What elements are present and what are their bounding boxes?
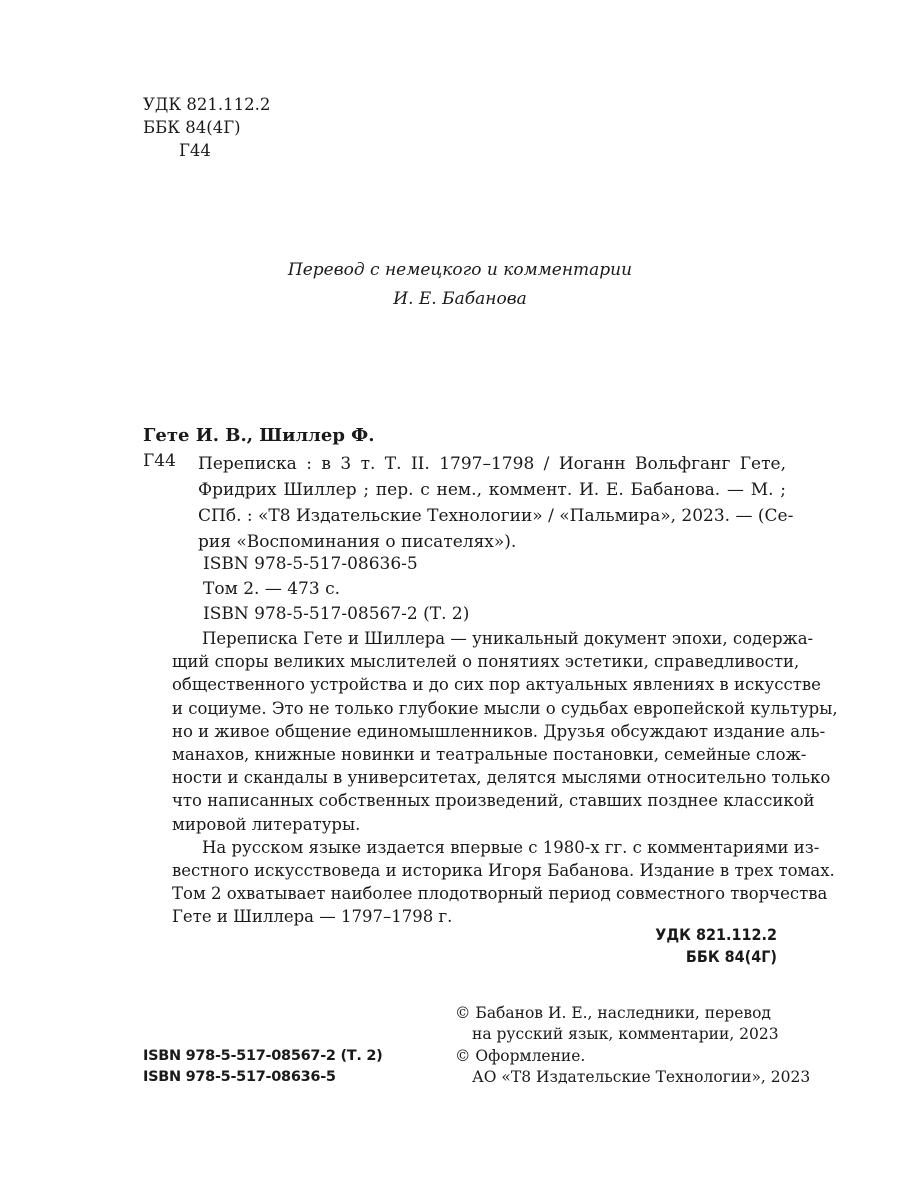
copyright-line: © Бабанов И. Е., наследники, перевод — [455, 1004, 771, 1022]
annotation-line: что написанных собственных произведений, ставших позднее классикой — [172, 791, 815, 811]
card-line: Фридрих Шиллер ; пер. с нем., коммент. И. Е. Бабанова. — М. ; — [198, 480, 786, 500]
isbn-bottom-line: ISBN 978-5-517-08567-2 (Т. 2) — [143, 1048, 383, 1064]
annotation-line: На русском языке издается впервые с 1980-х гг. с комментариями из- — [202, 837, 820, 857]
card-line: СПб. : «Т8 Издательские Технологии» / «Пальмира», 2023. — (Се- — [198, 506, 794, 526]
credit-line-1: Перевод с немецкого и комментарии — [287, 260, 633, 280]
annotation-line: щий споры великих мыслителей о понятиях эстетики, справедливости, — [172, 652, 800, 672]
annotation-line: общественного устройства и до сих пор актуальных явлениях в искусстве — [172, 675, 821, 695]
isbn-bottom-line: ISBN 978-5-517-08636-5 — [143, 1069, 336, 1085]
bibliographic-description — [198, 451, 794, 555]
annotation-line: мировой литературы. — [172, 814, 361, 834]
card-isbn-block — [203, 552, 469, 627]
annotation-line: Том 2 охватывает наиболее плодотворный период совместного творчества — [172, 884, 828, 904]
annotation-line: манахов, книжные новинки и театральные постановки, семейные слож- — [172, 745, 807, 765]
author-sign: Г44 — [179, 141, 211, 160]
copyright-line: АО «Т8 Издательские Технологии», 2023 — [472, 1067, 811, 1086]
bbk-right: ББК 84(4Г) — [685, 947, 777, 966]
isbn-volume: ISBN 978-5-517-08567-2 (Т. 2) — [203, 604, 470, 624]
copyright-line: © Оформление. — [455, 1046, 586, 1065]
udk-right-block — [600, 924, 777, 968]
annotation-line: ности и скандалы в университетах, делятся мыслями относительно только — [172, 768, 831, 788]
annotation — [172, 627, 838, 929]
isbn-bottom-block — [143, 1046, 382, 1088]
copyright-block — [455, 1003, 810, 1088]
volume-info: Том 2. — 473 с. — [203, 579, 341, 599]
credit-line-2: И. Е. Бабанова — [393, 289, 527, 309]
annotation-line: но и живое общение единомышленников. Друзья обсуждают издание аль- — [172, 721, 826, 741]
copyright-line: на русский язык, комментарии, 2023 — [472, 1025, 779, 1044]
annotation-line: и социуме. Это не только глубокие мысли о судьбах европейской культуры, — [172, 698, 838, 718]
card-author: Гете И. В., Шиллер Ф. — [143, 425, 375, 446]
udk-right: УДК 821.112.2 — [655, 925, 777, 944]
card-line: Переписка : в 3 т. Т. II. 1797–1798 / Иоганн Вольфганг Гете, — [198, 454, 786, 474]
isbn-set: ISBN 978-5-517-08636-5 — [203, 554, 418, 574]
udk-code: УДК 821.112.2 — [143, 95, 271, 114]
annotation-line: Переписка Гете и Шиллера — уникальный документ эпохи, содержа- — [202, 629, 814, 648]
card-line: рия «Воспоминания о писателях»). — [198, 532, 517, 552]
bbk-code: ББК 84(4Г) — [143, 118, 241, 137]
annotation-line: вестного искусствоведа и историка Игоря Бабанова. Издание в трех томах. — [172, 861, 835, 881]
card-author-sign: Г44 — [143, 451, 176, 471]
annotation-line: Гете и Шиллера — 1797–1798 г. — [172, 907, 453, 927]
translator-credit — [0, 256, 900, 314]
classification-block — [143, 93, 270, 162]
